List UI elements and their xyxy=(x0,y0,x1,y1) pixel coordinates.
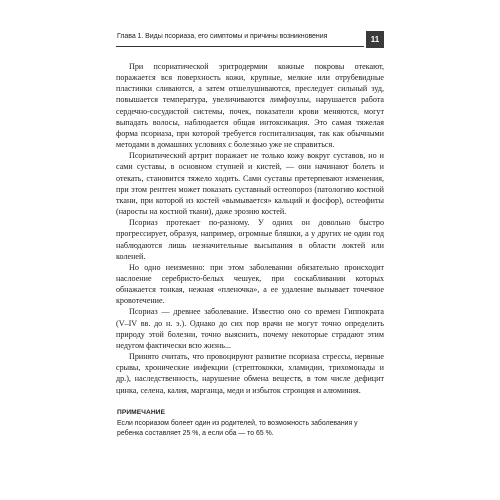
paragraph: Но одно неизменно: при этом заболевании обязательно происходит наслоение серебристо-белых чешуек, при соскабливании которых обнажается тонкая, нежная «пленочка», а ее удаление вызывает точечное кровотечение. xyxy=(116,262,384,306)
paragraph: Псориатический артрит поражает не только кожу вокруг суставов, но и сами суставы, в основном ступней и кистей, — они начинают болеть и отекать, становится тяжело ходить. Сами суставы претерпевают изменения, при этом рентген может показать суставный остеопороз (патологию костной ткани, при которой из костей «вымывается» кальций и фосфор), остеофиты (наросты на костной ткани), даже эрозию костей. xyxy=(116,151,384,217)
running-header xyxy=(116,30,384,49)
note-text: Если псориазом болеет один из родителей, то возможность заболевания у ребенка составляет 25 %, а если оба — то 65 %. xyxy=(117,420,358,437)
paragraph: Псориаз — древнее заболевание. Известно оно со времен Гиппократа (V–IV вв. до н. э.). Однако до сих пор врачи не могут точно определить природу этой болезни, точно выяснить, почему некоторые страдают этим недугом фактически всю жизнь... xyxy=(116,307,384,350)
paragraph: Принято считать, что провоцируют развитие псориаза стрессы, нервные срывы, хронические инфекции (стрептококки, хламидии, трихомонады и др.), наследственность, нарушение обмена веществ, в том числе дефицит цинка, селена, калия, марганца, меди и избыток стронция и алюминия. xyxy=(116,352,384,395)
body-text xyxy=(116,61,384,396)
header-rule xyxy=(116,46,364,47)
page-number: 11 xyxy=(366,31,384,48)
note-box xyxy=(116,409,384,439)
paragraph: Псориаз протекает по-разному. У одних он довольно быстро прогрессирует, образуя, например, огромные бляшки, а у других не один год наблюдаются лишь незначительные высыпания в области локтей или коленей. xyxy=(116,218,384,261)
paragraph: При псориатической эритродермии кожные покровы отекают, поражается вся поверхность кожи, крупные, мелкие или отрубевидные пластинки сливаются, а затем отшелушиваются, преследует сильный зуд, повышается температура, увеличиваются лимфоузлы, нарушается работа сердечно-сосудистой системы, почек, показатели крови меняются, могут выпадать волосы, наблюдается общая интоксикация. Это самая тяжелая форма псориаза, при которой требуется госпитализация, так как обычными методами в домашних условиях с болезнью уже не справиться. xyxy=(116,62,384,150)
note-label: ПРИМЕЧАНИЕ xyxy=(117,409,166,416)
chapter-title: Глава 1. Виды псориаза, его симптомы и причины возникновения xyxy=(117,33,328,40)
